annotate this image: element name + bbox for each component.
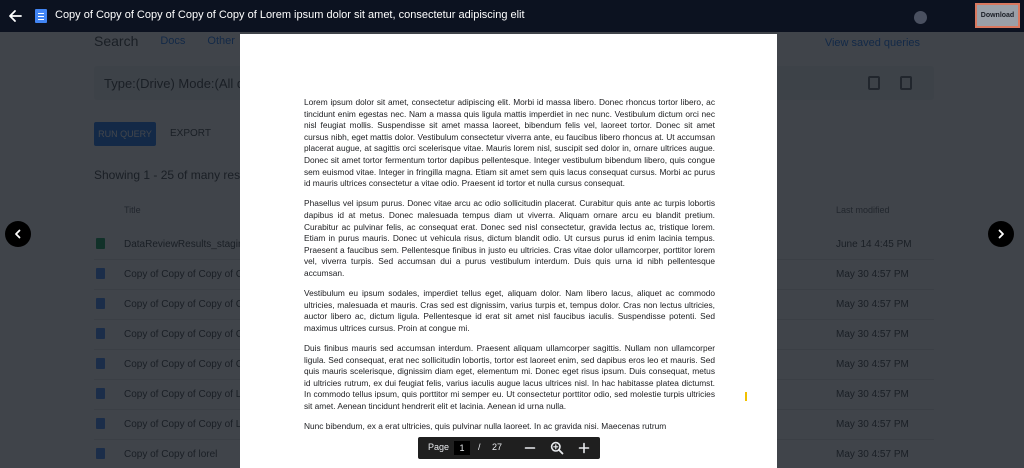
next-file-button[interactable] <box>988 221 1014 247</box>
paragraph: Vestibulum eu ipsum sodales, imperdiet tellus eget, aliquam dolor. Nam libero lacus, aliquet ac commodo ultricies, malesuada et mauris. Cras sed est dignissim, varius turpis et, tempus dolor. Cras non lectus ultricies, auctor libero ac, dictum ligula. Pellentesque id erat sit amet nisl faucibus iaculis. Suspendisse potenti. Sed maximus ultrices cursus. Proin at congue mi. <box>304 288 715 333</box>
chevron-right-icon <box>996 229 1006 239</box>
download-button[interactable]: Download <box>975 3 1020 28</box>
text-cursor <box>745 392 747 401</box>
back-button[interactable] <box>6 7 24 25</box>
help-icon[interactable] <box>914 11 927 24</box>
page-separator: / <box>478 442 481 452</box>
document-title: Copy of Copy of Copy of Copy of Copy of Lorem ipsum dolor sit amet, consectetur adipiscing elit <box>55 9 525 21</box>
paragraph: Duis finibus mauris sed accumsan interdum. Praesent aliquam ullamcorper sagittis. Nullam non ullamcorper ligula. Sed consequat, erat nec sollicitudin lobortis, tortor est laoreet enim, sed dapibus eros leo et mauris. Sed quis mauris scelerisque, dignissim diam eget, elementum mi. Donec eget risus ipsum. Duis consequat, metus id ultricies rutrum, ex dui feugiat felis, varius iaculis augue lacus ultrices nisl. In hac habitasse platea dictumst. In commodo tellus ipsum, quis porttitor mi semper eu. Ut consectetur porttitor odio, sed molestie turpis ultricies sit amet. Aenean tincidunt hendrerit elit et lacinia. Aenean id urna nulla. <box>304 343 715 412</box>
document-body <box>304 97 715 441</box>
total-pages: 27 <box>492 442 503 452</box>
magnifier-icon <box>550 441 564 455</box>
zoom-fit-button[interactable] <box>549 440 565 456</box>
page-controls <box>418 437 600 459</box>
page-label: Page <box>428 442 450 452</box>
minus-icon <box>524 442 536 454</box>
google-docs-icon <box>35 9 47 23</box>
chevron-left-icon <box>13 229 23 239</box>
paragraph: Nunc bibendum, ex a erat ultricies, quis pulvinar nulla laoreet. In ac gravida nisi. Maecenas rutrum <box>304 421 667 432</box>
paragraph: Phasellus vel ipsum purus. Donec vitae arcu ac odio sollicitudin placerat. Curabitur quis ante ac turpis lobortis dapibus id at metus. Donec malesuada tempus diam ut viverra. Aliquam ornare arcu eu blandit pretium. Curabitur ac pulvinar felis, ac consequat erat. Donec sed nisl consectetur, gravida lectus ac, tristique lorem. Etiam in purus mauris. Donec ut vehicula risus, dictum blandit odio. Ut cursus purus id enim lacinia tempus. Praesent a faucibus sem. Pellentesque finibus in justo eu ultricies. Cras vitae dolor ullamcorper, porttitor lorem vel, viverra turpis. Sed accumsan dui a purus vestibulum interdum. Duis quis urna id nibh pellentesque accumsan. <box>304 198 715 278</box>
zoom-in-button[interactable] <box>576 440 592 456</box>
document-page <box>240 34 777 468</box>
viewer-top-bar <box>0 0 1024 32</box>
current-page-input[interactable]: 1 <box>454 441 470 455</box>
previous-file-button[interactable] <box>5 221 31 247</box>
paragraph: Lorem ipsum dolor sit amet, consectetur adipiscing elit. Morbi id massa libero. Donec rhoncus tortor libero, ac tincidunt enim egestas nec. Nam a massa quis ligula mattis imperdiet in nec nunc. Vestibulum dictum orci nec nisl feugiat mollis. Suspendisse sit amet massa laoreet, bibendum felis vel, laoreet tortor. Donec sit amet cursus nibh, eget mattis dolor. Vestibulum consectetur viverra ante, eu faucibus libero rhoncus at. Ut accumsan placerat augue, at sagittis orci scelerisque vitae. Mauris lorem nisl, suscipit sed dolor in, ornare ultrices augue. Donec sit amet tortor fermentum tortor dapibus pellentesque. Integer vestibulum bibendum libero, quis congue sem euismod vitae. Integer in fringilla magna. Etiam sit amet sem quis lacus consequat cursus. Morbi ac purus id mauris ultrices consectetur a vitae odio. Praesent id tortor et nulla cursus consequat. <box>304 97 715 189</box>
arrow-back-icon <box>8 9 22 23</box>
plus-icon <box>578 442 590 454</box>
zoom-out-button[interactable] <box>522 440 538 456</box>
